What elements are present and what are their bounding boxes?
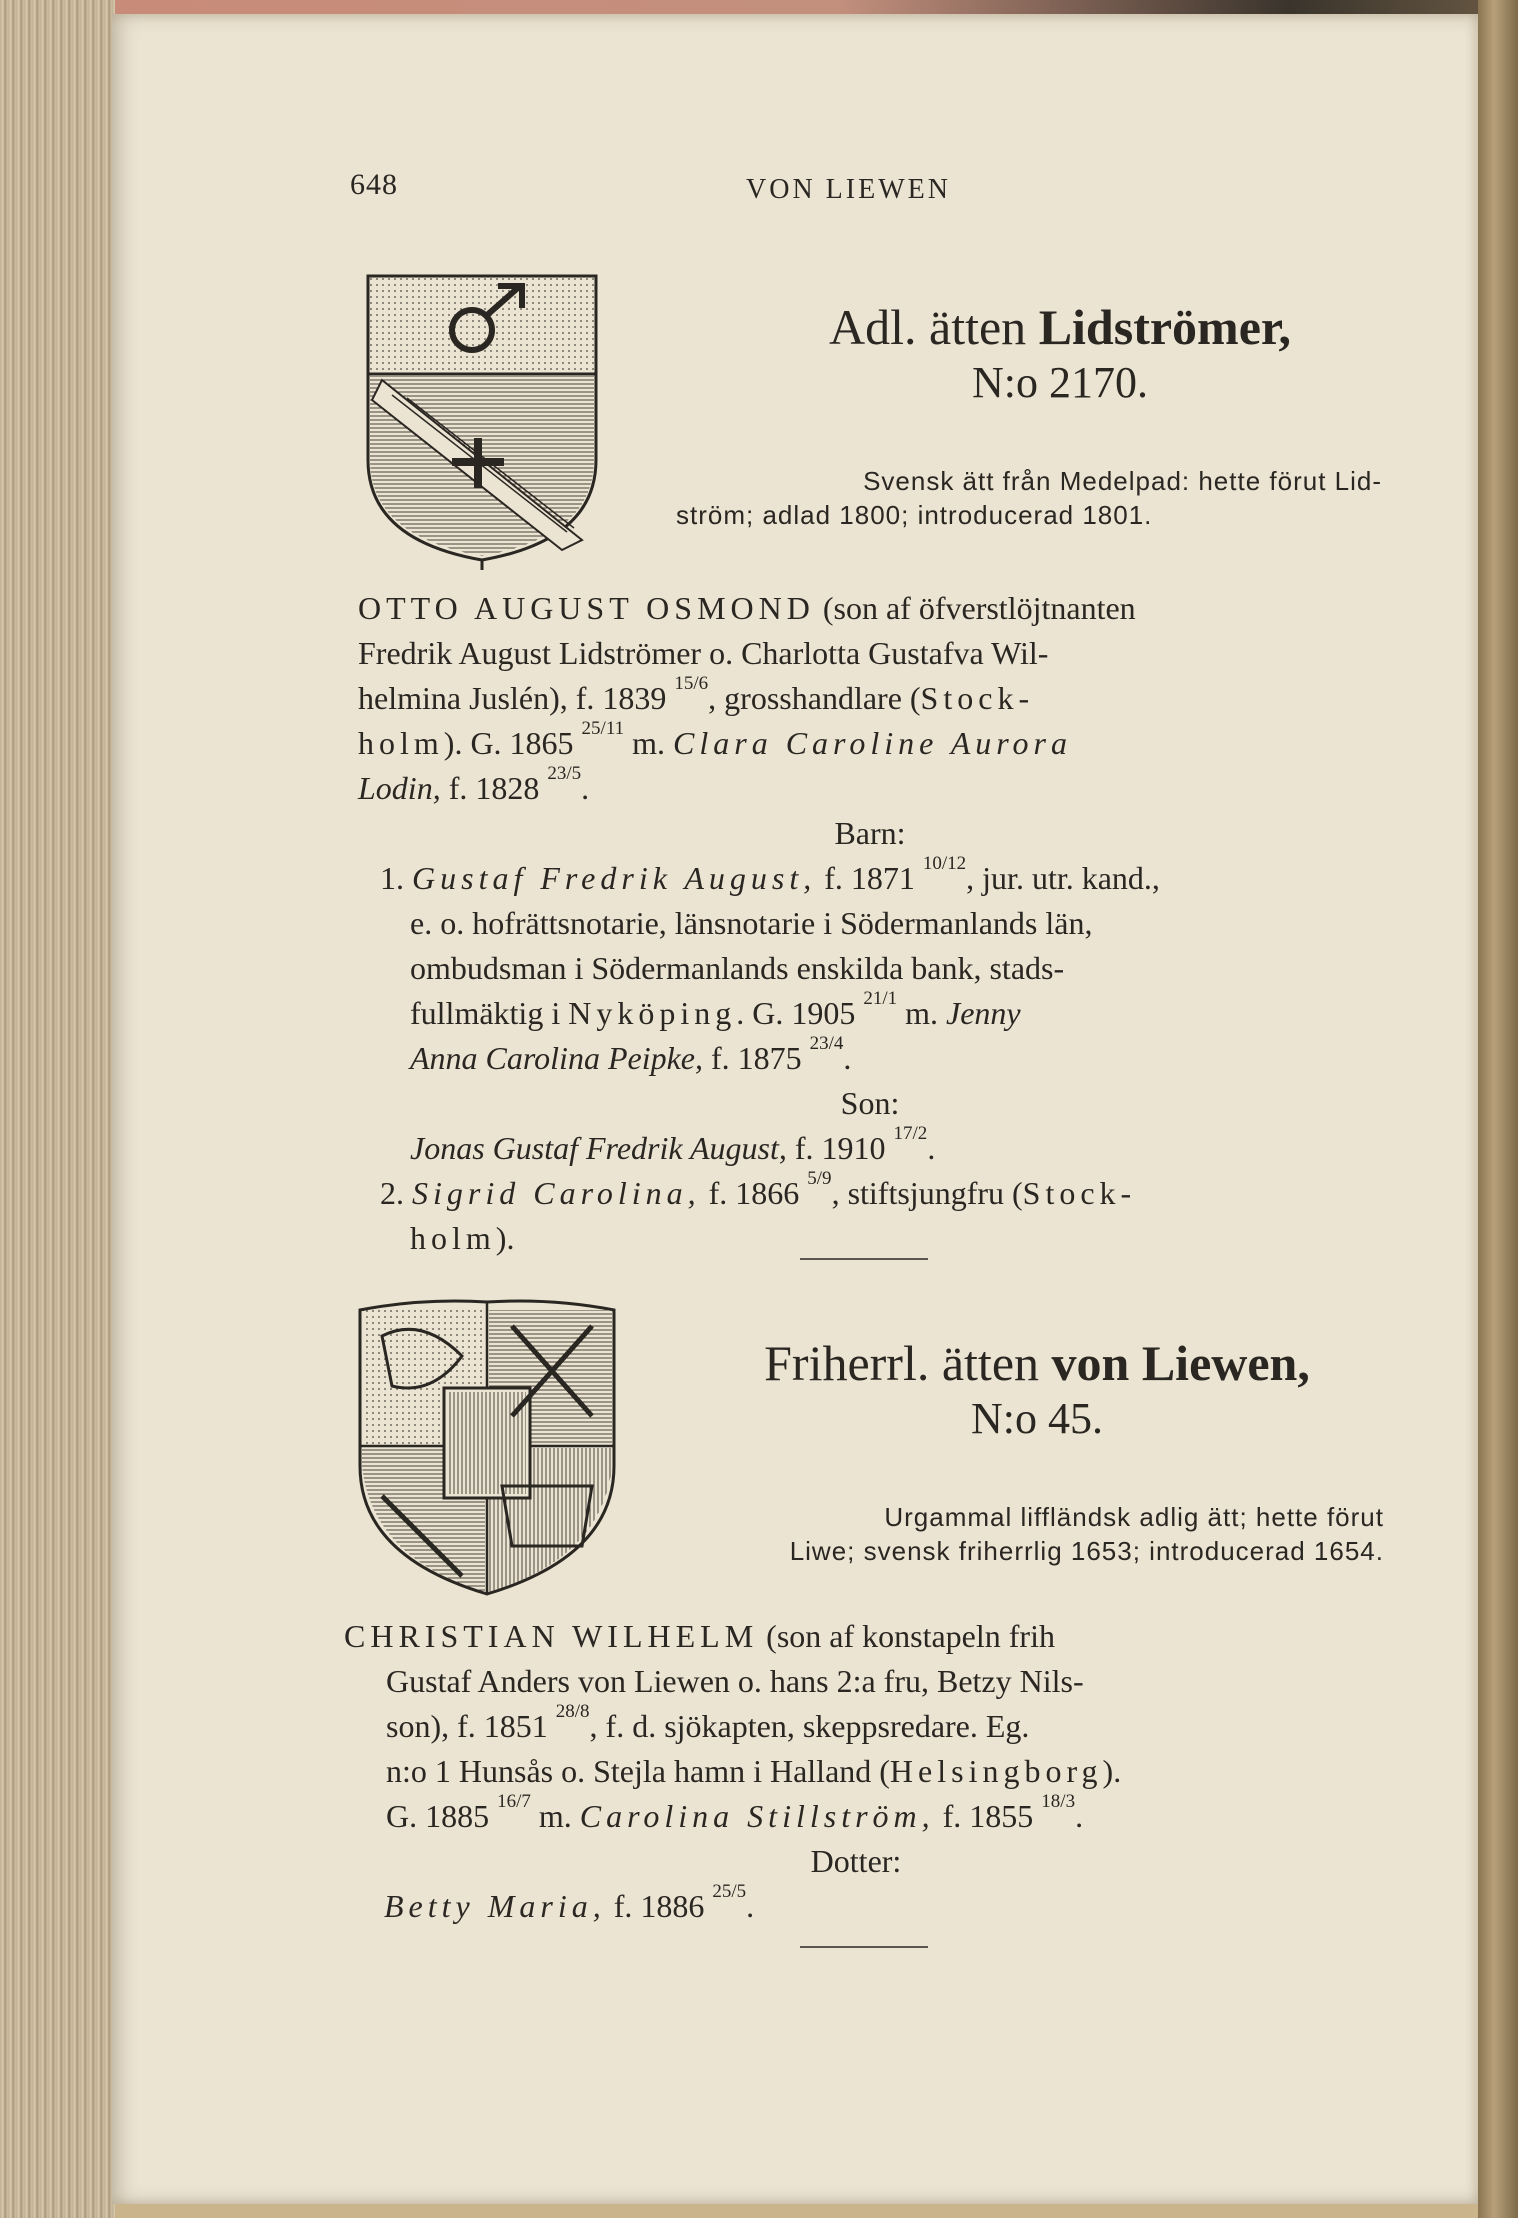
entry1-place: Stock- bbox=[920, 680, 1035, 716]
entry2-line4a: n:o 1 Hunsås o. Stejla hamn i Halland ( bbox=[386, 1753, 890, 1789]
entry1-line3a: helmina Juslén), f. 1839 bbox=[358, 680, 675, 716]
child1-line1a: f. 1871 bbox=[816, 860, 923, 896]
child1-line5a: f. 1875 bbox=[702, 1040, 810, 1076]
child2-place: Stock- bbox=[1022, 1175, 1137, 1211]
entry1-children-heading: Barn: bbox=[834, 815, 906, 851]
section-divider-1 bbox=[800, 1258, 928, 1260]
grandchild-a: f. 1910 bbox=[786, 1130, 894, 1166]
book-top-edge bbox=[0, 0, 1518, 14]
child2-line1b: , stiftsjungfru ( bbox=[831, 1175, 1023, 1211]
child1-line2: e. o. hofrättsnotarie, länsnotarie i Södermanlands län, bbox=[410, 905, 1093, 941]
entry2-description bbox=[632, 1500, 1384, 1568]
grandchild-birthdate: 17/2 bbox=[893, 1123, 928, 1144]
entry1-description bbox=[672, 464, 1382, 532]
child1-marriage-date: 21/1 bbox=[863, 988, 898, 1009]
child1-place: Nyköping bbox=[568, 995, 737, 1031]
section-divider-2 bbox=[800, 1946, 928, 1948]
child2-line1a: f. 1866 bbox=[700, 1175, 808, 1211]
lidstromer-coat-of-arms bbox=[362, 270, 602, 570]
entry1-spouse: Clara Caroline Aurora bbox=[673, 725, 1072, 761]
entry2-birthdate: 28/8 bbox=[555, 1701, 590, 1722]
child1-name: Gustaf Fredrik August, bbox=[412, 860, 817, 896]
entry2-line5d: . bbox=[1075, 1798, 1084, 1834]
grandchild-name: Jonas Gustaf Fredrik August, bbox=[410, 1130, 787, 1166]
child1-line4a: fullmäktig i bbox=[410, 995, 569, 1031]
child2-line2b: ). bbox=[495, 1220, 515, 1256]
entry1-description-line2: ström; adlad 1800; introducerad 1801. bbox=[676, 500, 1153, 530]
daughter-name: Betty Maria, bbox=[384, 1888, 606, 1924]
entry2-line5a: G. 1885 bbox=[386, 1798, 498, 1834]
entry1-line5b: . bbox=[581, 770, 590, 806]
entry2-description-line1: Urgammal liffländsk adlig ätt; hette förut bbox=[884, 1502, 1384, 1532]
entry2-spouse: Carolina Stillström, bbox=[579, 1798, 935, 1834]
child2-name: Sigrid Carolina, bbox=[412, 1175, 701, 1211]
entry1-birthdate: 15/6 bbox=[674, 673, 709, 694]
child2-birthdate: 5/9 bbox=[807, 1168, 832, 1189]
entry1-spouse-cont: Lodin, bbox=[358, 770, 441, 806]
entry1-line3b: , grosshandlare ( bbox=[708, 680, 921, 716]
daughter-a: f. 1886 bbox=[605, 1888, 713, 1924]
entry2-line5b: m. bbox=[530, 1798, 580, 1834]
entry1-place-cont: holm bbox=[358, 725, 444, 761]
entry1-line4b: m. bbox=[624, 725, 674, 761]
daughter-b: . bbox=[746, 1888, 755, 1924]
child1-line1b: , jur. utr. kand., bbox=[966, 860, 1160, 896]
child1-number: 1. bbox=[380, 860, 412, 896]
entry2-description-line2: Liwe; svensk friherrlig 1653; introducerad 1654. bbox=[789, 1536, 1384, 1566]
entry1-line5a: f. 1828 bbox=[440, 770, 548, 806]
entry1-spouse-birthdate: 23/5 bbox=[547, 763, 582, 784]
entry2-line2: Gustaf Anders von Liewen o. hans 2:a fru, Betzy Nils- bbox=[386, 1663, 1084, 1699]
entry2-daughter-heading: Dotter: bbox=[810, 1843, 902, 1879]
entry1-marriage-date: 25/11 bbox=[581, 718, 625, 739]
child1-line3: ombudsman i Södermanlands enskilda bank, stads- bbox=[410, 950, 1065, 986]
entry2-line4b: ). bbox=[1102, 1753, 1122, 1789]
child1-line4c: m. bbox=[897, 995, 946, 1031]
entry1-number: N:o 2170. bbox=[972, 358, 1148, 407]
page-number: 648 bbox=[350, 168, 398, 201]
entry1-line2: Fredrik August Lidströmer o. Charlotta Gustafva Wil- bbox=[358, 635, 1049, 671]
entry2-line5c: f. 1855 bbox=[934, 1798, 1042, 1834]
child2-place-cont: holm bbox=[410, 1220, 496, 1256]
child1-line4b: . G. 1905 bbox=[736, 995, 864, 1031]
page-header bbox=[350, 168, 1310, 218]
entry2-number: N:o 45. bbox=[971, 1394, 1103, 1443]
entry1-description-line1: Svensk ätt från Medelpad: hette förut Lid- bbox=[863, 466, 1382, 496]
entry2-line3a: son), f. 1851 bbox=[386, 1708, 556, 1744]
child1-line5b: . bbox=[843, 1040, 852, 1076]
entry1-body bbox=[358, 586, 1382, 1261]
entry1-line4a: ). G. 1865 bbox=[443, 725, 582, 761]
entry1-title-prefix: Adl. ätten bbox=[829, 299, 1039, 355]
book-spine-edge bbox=[1478, 0, 1518, 2218]
child1-spouse-cont: Anna Carolina Peipke, bbox=[410, 1040, 703, 1076]
entry1-person-name: OTTO AUGUST OSMOND bbox=[358, 590, 815, 626]
entry1-family-name: Lidströmer, bbox=[1038, 299, 1291, 355]
entry2-line1: (son af konstapeln frih bbox=[766, 1618, 1055, 1654]
child1-birthdate: 10/12 bbox=[922, 853, 967, 874]
grandchild-b: . bbox=[927, 1130, 936, 1166]
entry2-marriage-date: 16/7 bbox=[497, 1791, 531, 1812]
entry1-line1: (son af öfverstlöjtnanten bbox=[822, 590, 1136, 626]
entry2-line3b: , f. d. sjökapten, skeppsredare. Eg. bbox=[589, 1708, 1030, 1744]
child1-spouse: Jenny bbox=[945, 995, 1021, 1031]
entry2-family-name: von Liewen, bbox=[1051, 1335, 1310, 1391]
entry2-person-name: CHRISTIAN WILHELM bbox=[344, 1618, 759, 1654]
entry1-title bbox=[720, 300, 1400, 407]
entry2-title-prefix: Friherrl. ätten bbox=[764, 1335, 1052, 1391]
entry2-place: Helsingborg bbox=[889, 1753, 1103, 1789]
entry2-title bbox=[672, 1336, 1402, 1443]
entry2-body bbox=[344, 1614, 1368, 1929]
daughter-birthdate: 25/5 bbox=[712, 1881, 747, 1902]
von-liewen-coat-of-arms bbox=[352, 1296, 622, 1601]
entry1-son-heading: Son: bbox=[840, 1085, 900, 1121]
entry2-spouse-birthdate: 18/3 bbox=[1041, 1791, 1076, 1812]
child2-number: 2. bbox=[380, 1175, 412, 1211]
book-page-edges bbox=[0, 0, 115, 2218]
running-head: VON LIEWEN bbox=[746, 174, 951, 205]
child1-spouse-birthdate: 23/4 bbox=[809, 1033, 844, 1054]
